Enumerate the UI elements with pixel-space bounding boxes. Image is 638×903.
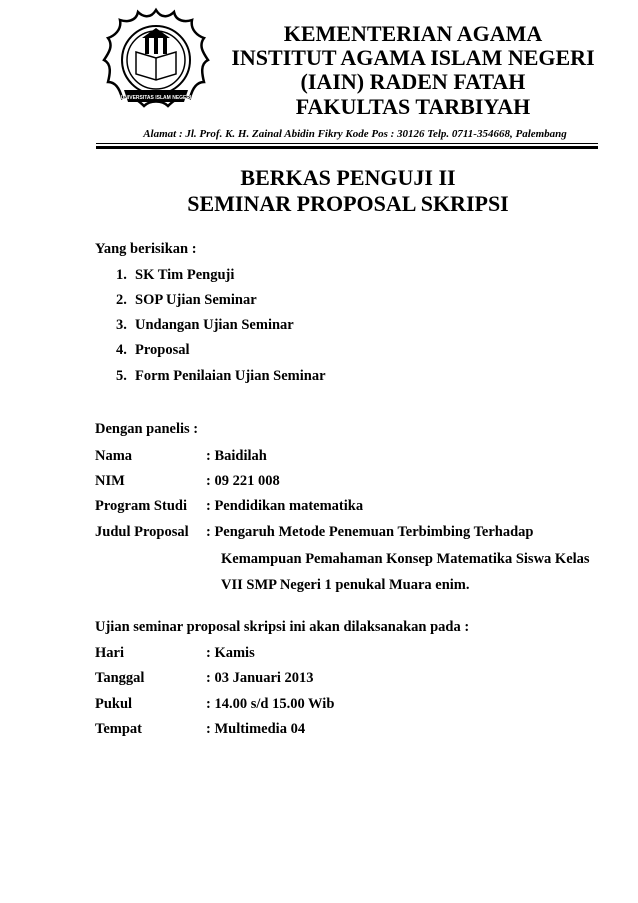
letterhead-divider-thin: [96, 143, 598, 144]
contents-heading: Yang berisikan :: [95, 241, 197, 257]
panelist-heading: Dengan panelis :: [95, 421, 199, 437]
nama-value: : Baidilah: [206, 448, 267, 464]
contents-item: SOP Ujian Seminar: [135, 292, 257, 308]
letterhead-divider-thick: [96, 146, 598, 149]
contents-item-number: 1.: [116, 267, 127, 283]
pukul-label: Pukul: [95, 696, 133, 712]
letterhead-address: Alamat : Jl. Prof. K. H. Zainal Abidin Fikry Kode Pos : 30126 Telp. 0711-354668, Palembang: [143, 128, 567, 140]
tempat-label: Tempat: [95, 721, 142, 737]
tempat-value: : Multimedia 04: [206, 721, 306, 737]
tanggal-label: Tanggal: [95, 670, 145, 686]
letterhead-institute: INSTITUT AGAMA ISLAM NEGERI: [231, 45, 595, 70]
nim-value: : 09 221 008: [206, 473, 280, 489]
judul-proposal-line: VII SMP Negeri 1 penukal Muara enim.: [221, 577, 470, 593]
tanggal-value: : 03 Januari 2013: [206, 670, 314, 686]
contents-item-number: 2.: [116, 292, 127, 308]
nim-label: NIM: [95, 473, 125, 489]
logo-ribbon-text: UNIVERSITAS ISLAM NEGERI: [120, 95, 192, 101]
letterhead-ministry: KEMENTERIAN AGAMA: [283, 21, 543, 46]
contents-item: Proposal: [135, 342, 190, 358]
institution-logo-icon: [100, 6, 212, 122]
contents-item-number: 3.: [116, 317, 127, 333]
judul-proposal-line: : Pengaruh Metode Penemuan Terbimbing Terhadap: [206, 524, 534, 540]
program-studi-label: Program Studi: [95, 498, 187, 514]
nama-label: Nama: [95, 448, 133, 464]
judul-proposal-line: Kemampuan Pemahaman Konsep Matematika Siswa Kelas: [221, 551, 590, 567]
contents-item-number: 4.: [116, 342, 127, 358]
document-subtitle: SEMINAR PROPOSAL SKRIPSI: [187, 191, 509, 216]
hari-label: Hari: [95, 645, 124, 661]
program-studi-value: : Pendidikan matematika: [206, 498, 364, 514]
letterhead-faculty: FAKULTAS TARBIYAH: [295, 94, 531, 119]
schedule-heading: Ujian seminar proposal skripsi ini akan dilaksanakan pada :: [95, 619, 470, 635]
judul-proposal-label: Judul Proposal: [95, 524, 189, 540]
contents-item-number: 5.: [116, 368, 127, 384]
hari-value: : Kamis: [206, 645, 255, 661]
pukul-value: : 14.00 s/d 15.00 Wib: [206, 696, 335, 712]
document-title: BERKAS PENGUJI II: [240, 165, 456, 190]
contents-item: Undangan Ujian Seminar: [135, 317, 294, 333]
contents-item: SK Tim Penguji: [135, 267, 235, 283]
letterhead-iain: (IAIN) RADEN FATAH: [300, 69, 526, 94]
contents-item: Form Penilaian Ujian Seminar: [135, 368, 326, 384]
